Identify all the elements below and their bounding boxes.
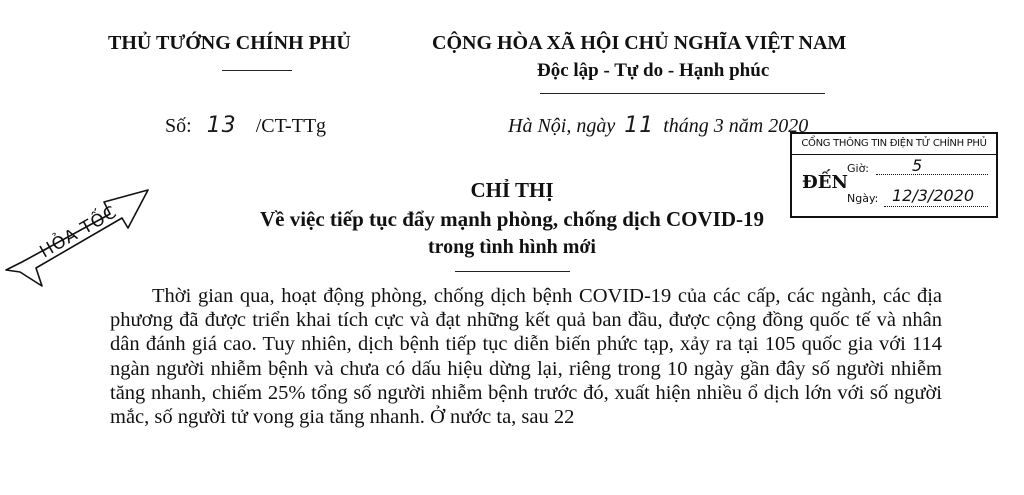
body-paragraph: Thời gian qua, hoạt động phòng, chống dịch bệnh COVID-19 của các cấp, các ngành, các địa phương đã được triển khai tích cực và đạt những kết quả ban đầu, được cộng đồng quốc tế và nhân dân đánh giá cao. Tuy nhiên, dịch bệnh tiếp tục diễn biến phức tạp, xảy ra tại 105 quốc gia với 114 ngàn người nhiễm bệnh và chưa có dấu hiệu dừng lại, riêng trong 10 ngày gần đây số người nhiễm tăng nhanh, chiếm 25% tổng số người nhiễm bệnh trước đó, xuất hiện nhiều ổ dịch lớn với số người mắc, số người tử vong gia tăng nhanh. Ở nước ta, sau 22 — [110, 285, 942, 429]
motto-underline — [540, 93, 825, 94]
issuer-underline — [222, 70, 292, 71]
country-heading: CỘNG HÒA XÃ HỘI CHỦ NGHĨA VIỆT NAM — [432, 32, 847, 54]
document-code: /CT-TTg — [255, 115, 327, 137]
body-text — [110, 284, 942, 429]
place-date — [508, 113, 808, 138]
document-type: CHỈ THỊ — [470, 178, 554, 202]
place-date-suffix: tháng 3 năm 2020 — [663, 115, 809, 137]
motto: Độc lập - Tự do - Hạnh phúc — [537, 60, 770, 81]
subject-line-1: Về việc tiếp tục đẩy mạnh phòng, chống dịch COVID-19 — [259, 207, 765, 231]
stamp-gio-value: 5 — [912, 156, 923, 175]
stamp-ngay-label: Ngày: — [847, 192, 879, 205]
number-label: Số: — [165, 115, 192, 137]
stamp-gio-dots — [876, 174, 988, 175]
stamp-gio-label: Giờ: — [847, 162, 870, 175]
urgency-label: HỎA TỐC — [36, 202, 121, 263]
subject-line-2: trong tình hình mới — [428, 236, 596, 258]
stamp-den: ĐẾN — [802, 172, 848, 193]
stamp-title: CỔNG THÔNG TIN ĐIỆN TỬ CHÍNH PHỦ — [792, 134, 996, 155]
place-date-prefix: Hà Nội, ngày — [508, 115, 616, 137]
handwritten-day: 11 — [624, 113, 655, 138]
received-stamp — [790, 132, 998, 218]
issuer-heading: THỦ TƯỚNG CHÍNH PHỦ — [108, 32, 351, 54]
document-number — [165, 113, 326, 138]
handwritten-number: 13 — [206, 113, 237, 138]
title-underline — [455, 271, 570, 272]
stamp-ngay-value: 12/3/2020 — [892, 186, 975, 205]
